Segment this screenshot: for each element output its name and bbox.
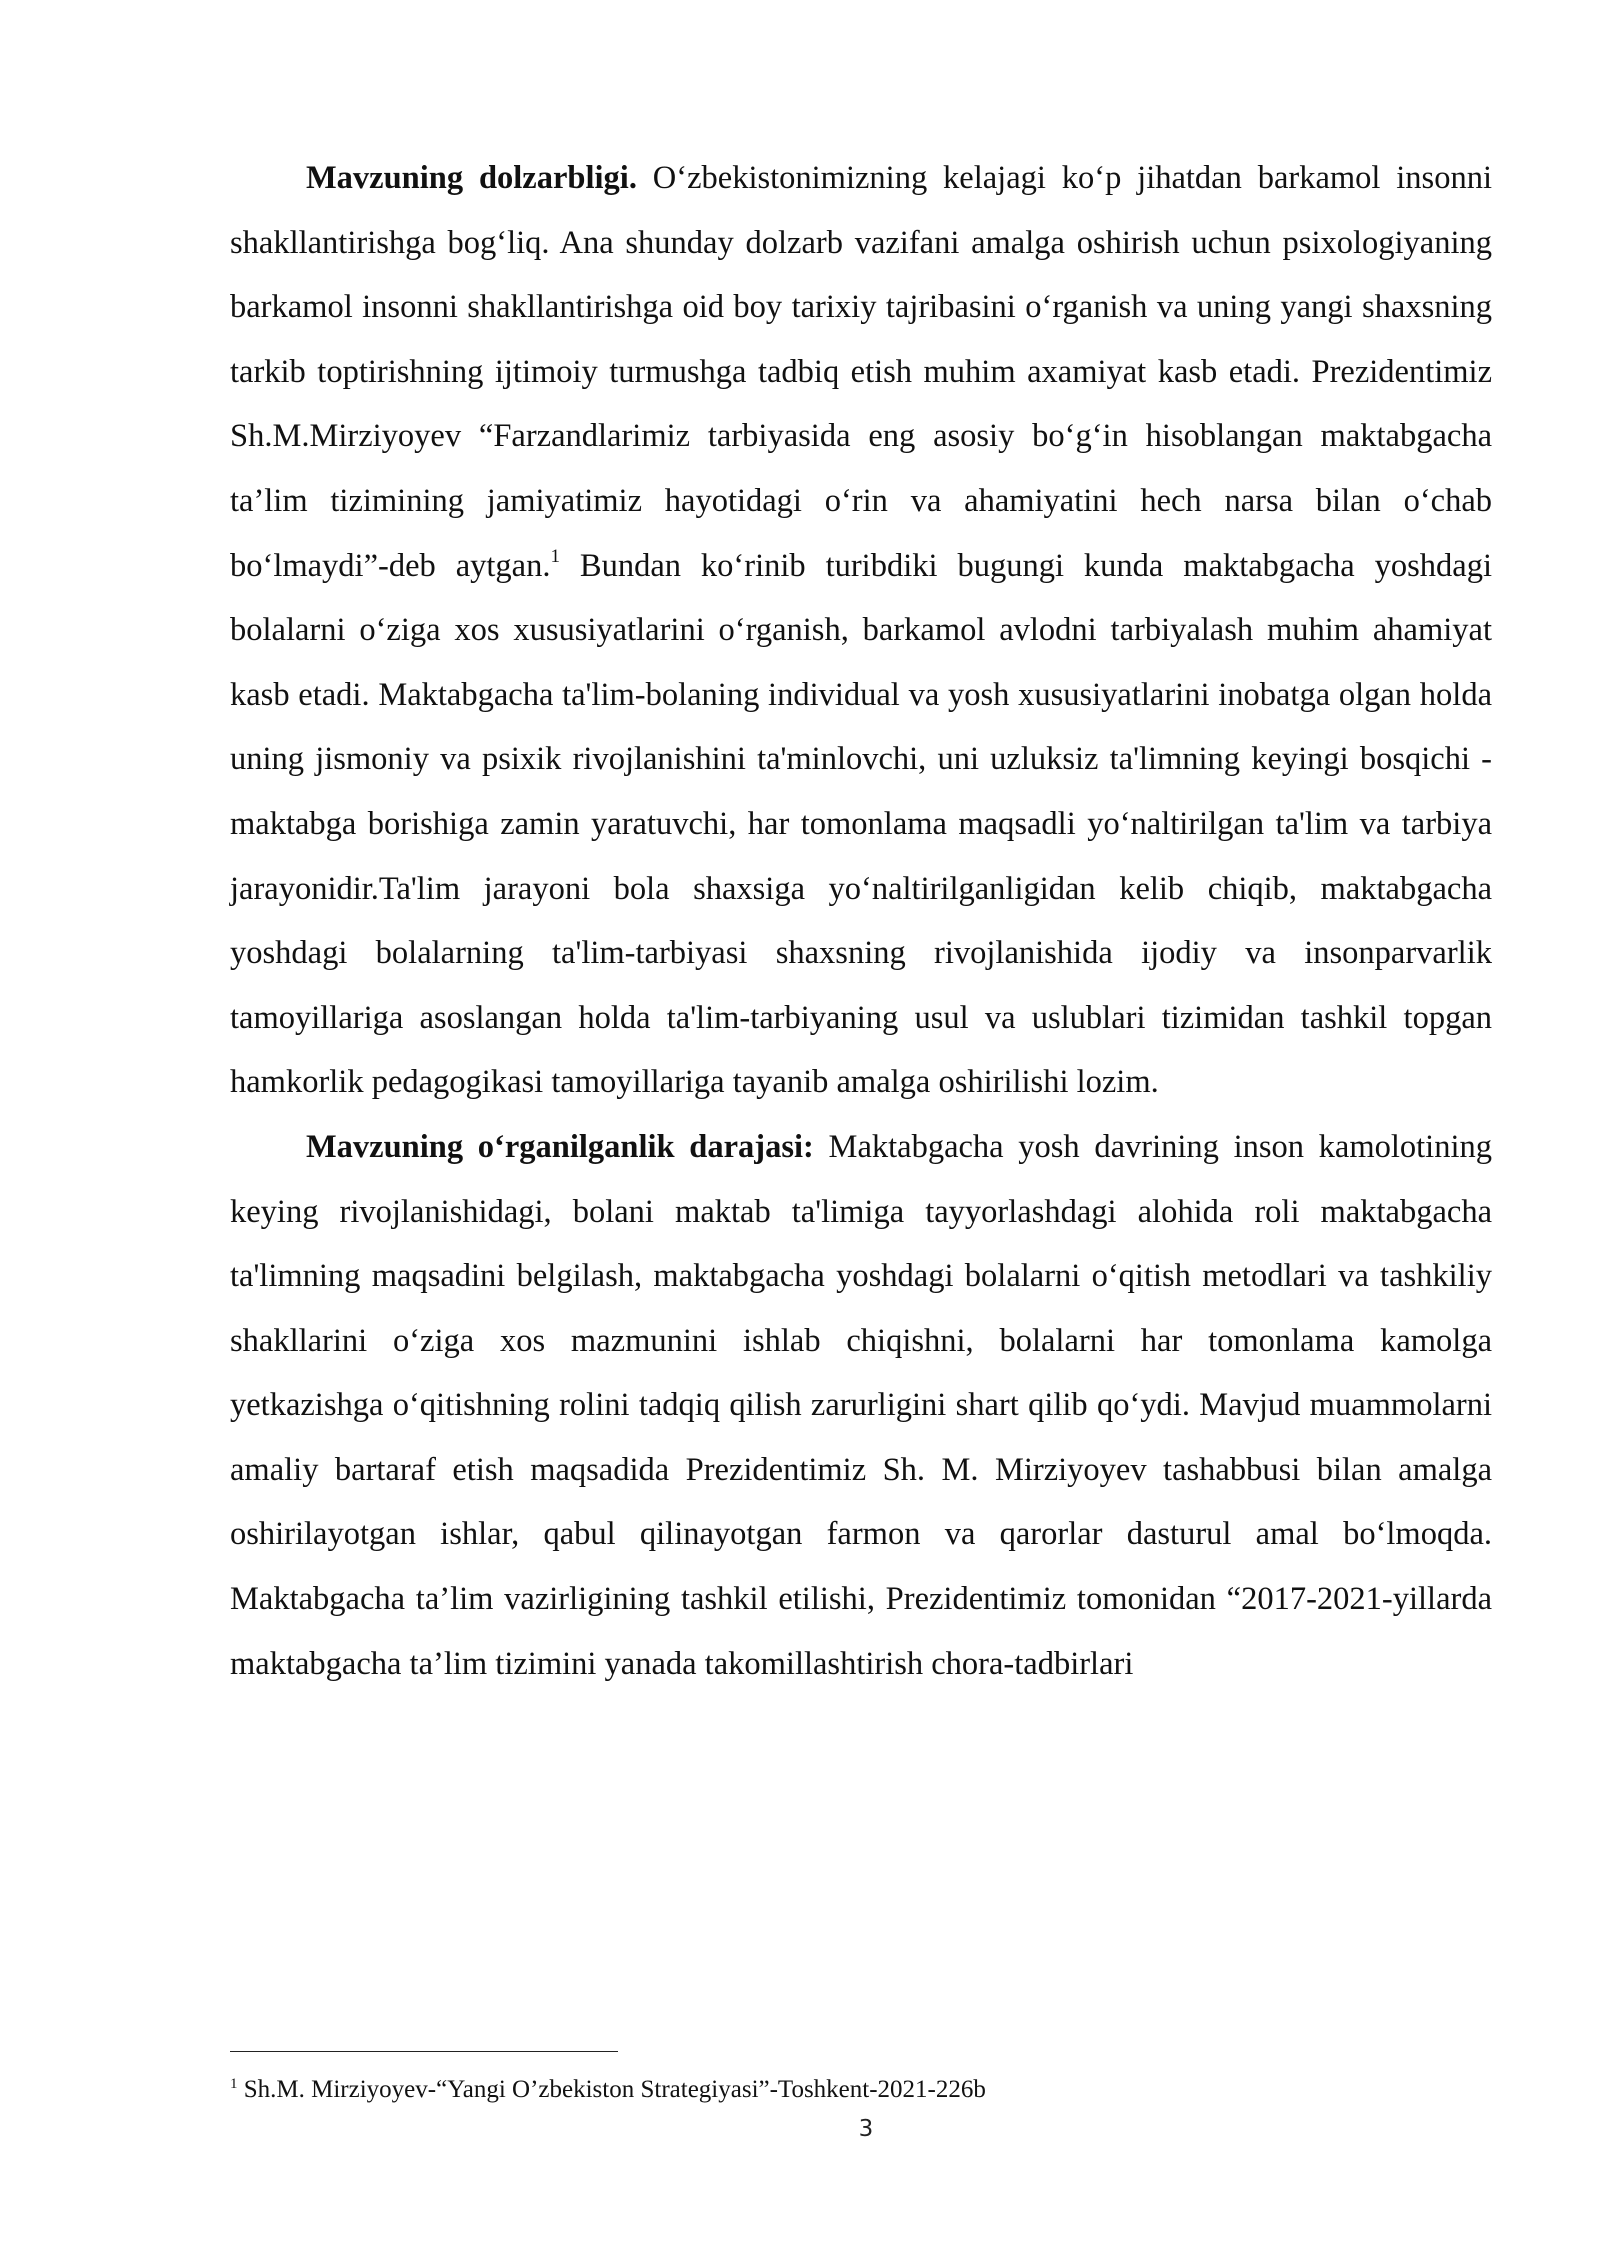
paragraph-relevance xyxy=(230,146,1492,1115)
paragraph-heading-relevance: Mavzuning dolzarbligi. xyxy=(306,160,637,196)
paragraph-heading-study-level: Mavzuning o‘rganilganlik darajasi: xyxy=(306,1128,814,1165)
paragraph-text-part: O‘zbekistonimizning kelajagi ko‘p jihatdan barkamol insonni shakllantirishga bog‘liq. Ana shunday dolzarb vazifani amalga oshirish uchun psixologiyaning barkamol insonni shakllantirishga oid boy tarixiy tajribasini o‘rganish va uning yangi shaxsning tarkib toptirishning ijtimoiy turmushga tadbiq etish muhim axamiyat kasb etadi. Prezidentimiz Sh.M.Mirziyoyev “Farzandlarimiz tarbiyasida eng asosiy bo‘g‘in hisoblangan maktabgacha ta’lim tizimining jamiyatimiz hayotidagi o‘rin va ahamiyatini hech narsa bilan o‘chab bo‘lmaydi”-deb aytgan. xyxy=(230,160,1492,584)
footnote-separator xyxy=(230,2051,618,2052)
footnote-marker: 1 xyxy=(230,2076,238,2092)
paragraph-text: Maktabgacha yosh davrining inson kamolotining keying rivojlanishidagi, bolani maktab ta'limiga tayyorlashdagi alohida roli maktabgacha ta'limning maqsadini belgilash, maktabgacha yoshdagi bolalarni o‘qitish metodlari va tashkiliy shakllarini o‘ziga xos mazmunini ishlab chiqishni, bolalarni har tomonlama kamolga yetkazishga o‘qitishning rolini tadqiq qilish zarurligini shart qilib qo‘ydi. Mavjud muammolarni amaliy bartaraf etish maqsadida Prezidentimiz Sh. M. Mirziyoyev tashabbusi bilan amalga oshirilayotgan ishlar, qabul qilinayotgan farmon va qarorlar dasturul amal bo‘lmoqda. Maktabgacha ta’lim vazirligining tashkil etilishi, Prezidentimiz tomonidan “2017-2021-yillarda maktabgacha ta’lim tizimini yanada takomillashtirish chora-tadbirlari xyxy=(230,1128,1492,1682)
footnote-reference[interactable]: 1 xyxy=(550,545,560,567)
footnote-text: Sh.M. Mirziyoyev-“Yangi O’zbekiston Strategiyasi”-Toshkent-2021-226b xyxy=(237,2076,986,2103)
paragraph-text-part: Bundan ko‘rinib turibdiki bugungi kunda maktabgacha yoshdagi bolalarni o‘ziga xos xususiyatlarini o‘rganish, barkamol avlodni tarbiyalash muhim ahamiyat kasb etadi. Maktabgacha ta'lim-bolaning individual va yosh xususiyatlarini inobatga olgan holda uning jismoniy va psixik rivojlanishini ta'minlovchi, uni uzluksiz ta'limning keyingi bosqichi - maktabga borishiga zamin yaratuvchi, har tomonlama maqsadli yo‘naltirilgan ta'lim va tarbiya jarayonidir.Ta'lim jarayoni bola shaxsiga yo‘naltirilganligidan kelib chiqib, maktabgacha yoshdagi bolalarning ta'lim-tarbiyasi shaxsning rivojlanishida ijodiy va insonparvarlik tamoyillariga asoslangan holda ta'lim-tarbiyaning usul va uslublari tizimidan tashkil topgan hamkorlik pedagogikasi tamoyillariga tayanib amalga oshirilishi lozim. xyxy=(230,547,1492,1101)
footnote xyxy=(230,2074,1492,2106)
main-text xyxy=(230,146,1492,1696)
page-number: 3 xyxy=(858,2116,874,2142)
paragraph-study-level xyxy=(230,1115,1492,1696)
